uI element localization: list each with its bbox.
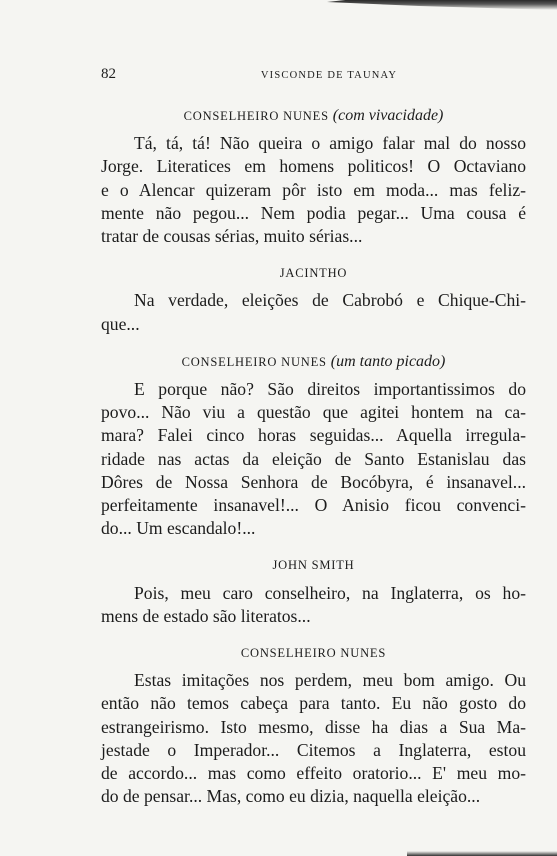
text-line: mens de estado são literatos... — [101, 605, 311, 626]
running-head: VISCONDE DE TAUNAY — [260, 70, 398, 81]
text-line: de accordo... mas como effeito oratorio... E' meu mo- — [101, 763, 526, 784]
text-line: Dôres de Nossa Senhora de Bocóbyra, é insanavel... — [101, 471, 526, 492]
page-header — [101, 66, 527, 88]
speech-paragraph — [101, 669, 526, 808]
page-edge-shadow-bottom — [407, 851, 557, 856]
text-line: estrangeirismo. Isto mesmo, disse ha dias a Sua Ma- — [101, 716, 526, 737]
text-line: perfeitamente insanavel!... O Anisio ficou convenci- — [101, 495, 526, 516]
text-line: que... — [101, 313, 140, 334]
text-line: Tá, tá, tá! Não queira o amigo falar mal do nosso — [134, 133, 526, 154]
speaker-heading — [101, 350, 526, 374]
page-number: 82 — [101, 66, 116, 82]
speaker-name: JACINTHO — [279, 266, 348, 281]
text-line: mara? Falei cinco horas seguidas... Aquella irregula- — [101, 425, 526, 446]
text-line: Na verdade, eleições de Cabrobó e Chique-Chi- — [134, 290, 526, 311]
text-line: do... Um escandalo!... — [101, 518, 256, 539]
stage-direction: (com vivacidade) — [332, 107, 444, 124]
speaker-heading — [101, 554, 526, 577]
speech-paragraph — [101, 582, 526, 628]
text-line: Pois, meu caro conselheiro, na Inglaterra, os ho- — [134, 582, 526, 603]
text-line: povo... Não viu a questão que agitei hontem na ca- — [101, 402, 526, 423]
page-edge-shadow-top — [327, 0, 557, 10]
stage-direction: (um tanto picado) — [330, 352, 446, 370]
speaker-name: CONSELHEIRO NUNES — [181, 354, 327, 369]
text-line: jestade o Imperador... Citemos a Inglaterra, estou — [101, 739, 526, 760]
speaker-heading — [101, 642, 526, 665]
speech-paragraph — [101, 378, 526, 540]
speaker-heading — [101, 262, 526, 285]
text-line: Estas imitações nos perdem, meu bom amigo. Ou — [134, 670, 526, 691]
speaker-name: CONSELHEIRO NUNES — [183, 109, 329, 123]
text-line: Jorge. Literatices em homens politicos! O Octaviano — [101, 156, 526, 177]
text-line: do de pensar... Mas, como eu dizia, naquella eleição... — [101, 786, 481, 807]
text-line: E porque não? São direitos importantissimos do — [134, 379, 526, 400]
text-line: e o Alencar quizeram pôr isto em moda... mas feliz- — [101, 179, 526, 200]
speech-paragraph — [101, 289, 526, 335]
text-line: tratar de cousas sérias, muito sérias... — [101, 226, 363, 247]
speaker-name: CONSELHEIRO NUNES — [240, 646, 387, 661]
speaker-heading — [101, 104, 526, 128]
text-line: ridade nas actas da eleição de Santo Estanislau das — [101, 448, 526, 469]
text-line: então não temos cabeça para tanto. Eu não gosto do — [101, 693, 526, 714]
speaker-name: JOHN SMITH — [272, 558, 355, 573]
page-body — [101, 104, 526, 822]
speech-paragraph — [101, 132, 526, 248]
text-line: mente não pegou... Nem podia pegar... Uma cousa é — [101, 202, 526, 223]
